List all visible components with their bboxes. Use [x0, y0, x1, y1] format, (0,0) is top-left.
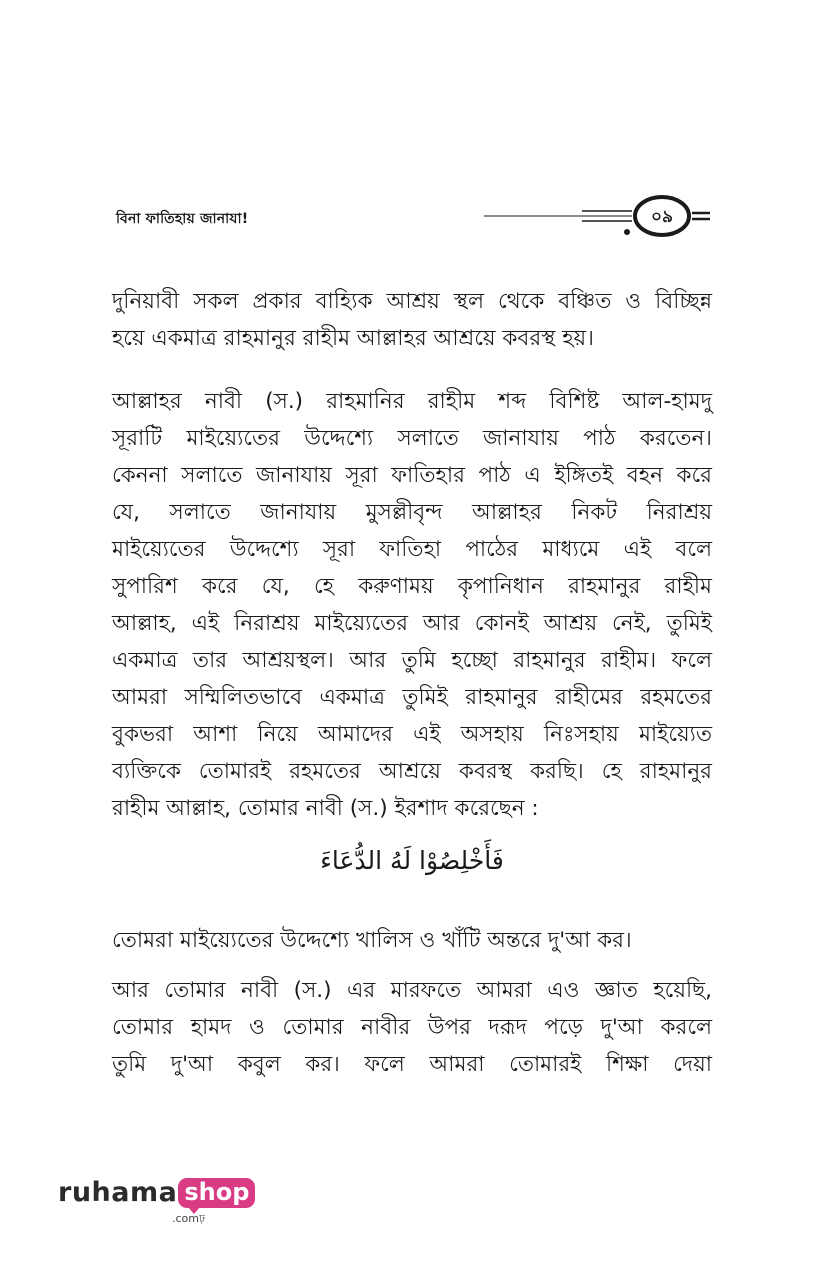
text-line: আর তোমার নাবী (স.) এর মারফতে আমরা এও জ্ঞাত হয়েছি, [112, 978, 712, 1003]
watermark-logo [58, 1177, 255, 1225]
text-line: ব্যক্তিকে তোমারই রহমতের আশ্রয়ে কবরস্থ করছি। হে রাহমানুর [112, 759, 712, 784]
text-line: কেননা সলাতে জানাযায় সূরা ফাতিহার পাঠ এ ইঙ্গিতই বহন করে [112, 463, 712, 488]
logo-ruhama-text: ruhama [58, 1177, 178, 1208]
text-line: একমাত্র তার আশ্রয়স্থল। আর তুমি হচ্ছো রাহমানুর রাহীম। ফলে [112, 648, 712, 673]
text-line: সুপারিশ করে যে, হে করুণাময় কৃপানিধান রাহমানুর রাহীম [112, 574, 712, 599]
logo-domain-text: .comঢ় [172, 1212, 205, 1225]
text-line: মাইয়্যেতের উদ্দেশ্যে সূরা ফাতিহা পাঠের মাধ্যমে এই বলে [112, 537, 712, 562]
running-header-title: বিনা ফাতিহায় জানাযা! [116, 211, 249, 227]
text-line: তোমরা মাইয়্যেতের উদ্দেশ্যে খালিস ও খাঁটি অন্তরে দু'আ কর। [112, 928, 632, 953]
text-line: আল্লাহর নাবী (স.) রাহমানির রাহীম শব্দ বিশিষ্ট আল-হামদু [112, 389, 712, 414]
text-line: যে, সলাতে জানাযায় মুসল্লীবৃন্দ আল্লাহর নিকট নিরাশ্রয় [112, 500, 712, 525]
logo-shop-badge: shop [178, 1178, 255, 1208]
page-number: ০৯ [650, 207, 674, 227]
text-line: আমরা সম্মিলিতভাবে একমাত্র তুমিই রাহমানুর রাহীমের রহমতের [112, 685, 712, 710]
text-line: দুনিয়াবী সকল প্রকার বাহ্যিক আশ্রয় স্থল থেকে বঞ্চিত ও বিচ্ছিন্ন [112, 289, 712, 314]
arabic-verse: فَأَخْلِصُوْا لَهُ الدُّعَاءَ [320, 846, 504, 875]
text-line: হয়ে একমাত্র রাহমানুর রাহীম আল্লাহর আশ্রয়ে কবরস্থ হয়। [112, 326, 594, 351]
text-line: তোমার হামদ ও তোমার নাবীর উপর দরূদ পড়ে দু'আ করলে [112, 1015, 712, 1040]
text-line: বুকভরা আশা নিয়ে আমাদের এই অসহায় নিঃসহায় মাইয়্যেত [112, 722, 712, 747]
text-line: তুমি দু'আ কবুল কর। ফলে আমরা তোমারই শিক্ষা দেয়া [112, 1052, 712, 1077]
text-line: সূরাটি মাইয়্যেতের উদ্দেশ্যে সলাতে জানাযায় পাঠ করতেন। [112, 426, 712, 451]
text-line: রাহীম আল্লাহ, তোমার নাবী (স.) ইরশাদ করেছেন : [112, 796, 539, 821]
text-line: আল্লাহ, এই নিরাশ্রয় মাইয়্যেতের আর কোনই আশ্রয় নেই, তুমিই [112, 611, 712, 636]
